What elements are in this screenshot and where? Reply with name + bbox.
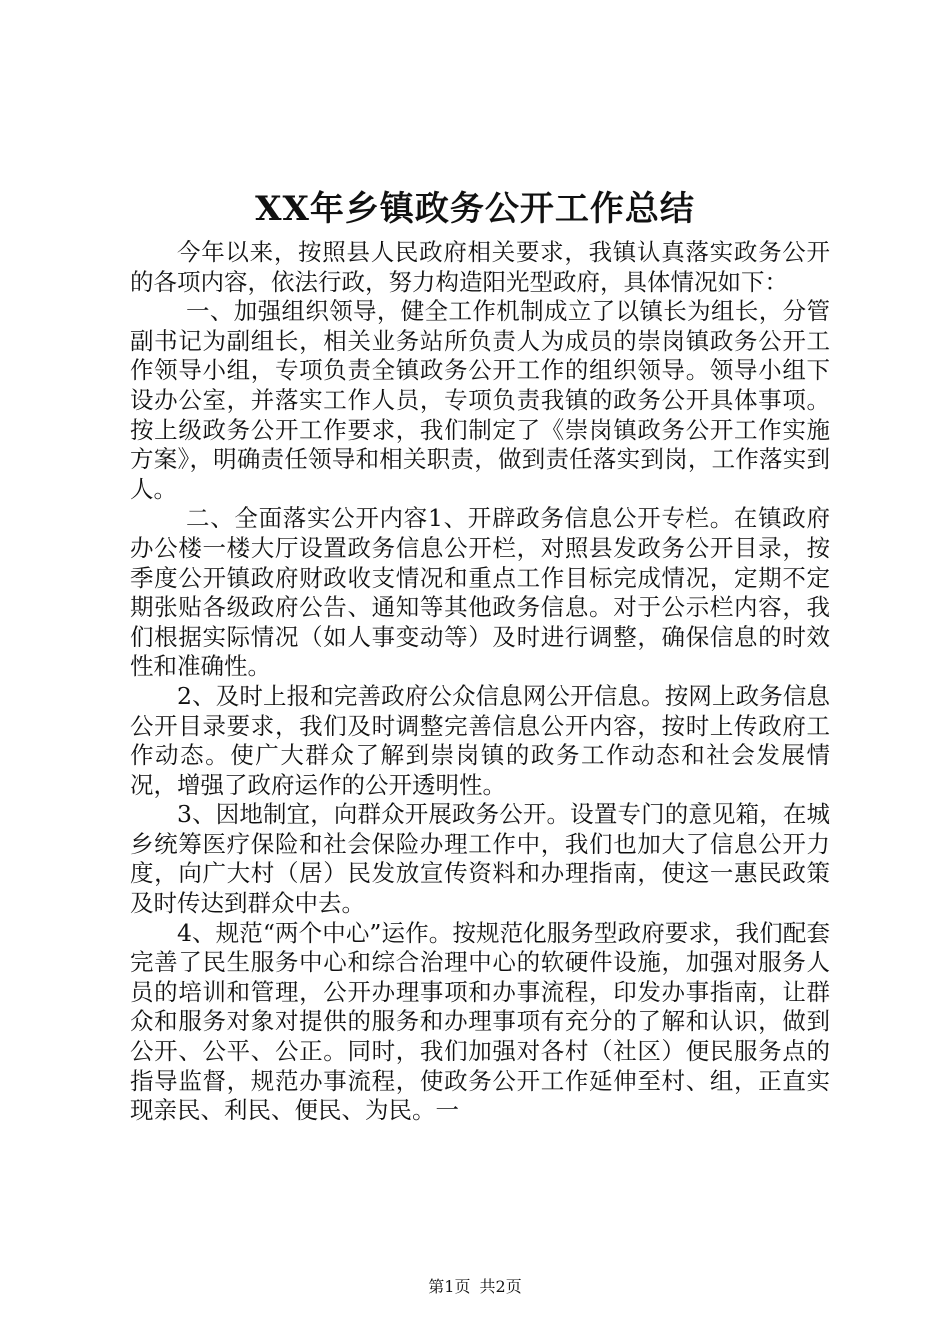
paragraph-item-2: 2、及时上报和完善政府公众信息网公开信息。按网上政务信息公开目录要求，我们及时调整完善信息公开内容，按时上传政府工作动态。使广大群众了解到崇岗镇的政务工作动态和社会发展情况，增强了政府运作的公开透明性。 — [130, 681, 830, 799]
document-body — [130, 238, 830, 1126]
paragraph-item-4: 4、规范“两个中心”运作。按规范化服务型政府要求，我们配套完善了民生服务中心和综合治理中心的软硬件设施，加强对服务人员的培训和管理，公开办理事项和办事流程，印发办事指南，让群众和服务对象对提供的服务和办理事项有充分的了解和认识，做到公开、公平、公正。同时，我们加强对各村（社区）便民服务点的指导监督，规范办事流程，使政务公开工作延伸至村、组，正直实现亲民、利民、便民、为民。一 — [130, 918, 830, 1125]
paragraph-section-1: 一、加强组织领导，健全工作机制成立了以镇长为组长，分管副书记为副组长，相关业务站所负责人为成员的崇岗镇政务公开工作领导小组，专项负责全镇政务公开工作的组织领导。领导小组下设办公室，并落实工作人员，专项负责我镇的政务公开具体事项。按上级政务公开工作要求，我们制定了《崇岗镇政务公开工作实施方案》，明确责任领导和相关职责，做到责任落实到岗，工作落实到人。 — [130, 297, 830, 503]
paragraph-intro: 今年以来，按照县人民政府相关要求，我镇认真落实政务公开的各项内容，依法行政，努力构造阳光型政府，具体情况如下： — [130, 238, 830, 296]
page-number-current: 第1页 — [428, 1277, 471, 1296]
paragraph-section-2: 二、全面落实公开内容1、开辟政务信息公开专栏。在镇政府办公楼一楼大厅设置政务信息公开栏，对照县发政务公开目录，按季度公开镇政府财政收支情况和重点工作目标完成情况，定期不定期张贴各级政府公告、通知等其他政务信息。对于公示栏内容，我们根据实际情况（如人事变动等）及时进行调整，确保信息的时效性和准确性。 — [130, 504, 830, 681]
page-number-total: 共2页 — [479, 1277, 522, 1296]
page-footer — [0, 1276, 950, 1298]
paragraph-item-3: 3、因地制宜，向群众开展政务公开。设置专门的意见箱，在城乡统筹医疗保险和社会保险办理工作中，我们也加大了信息公开力度，向广大村（居）民发放宣传资料和办理指南，使这一惠民政策及时传达到群众中去。 — [130, 800, 830, 918]
document-title: XX年乡镇政务公开工作总结 — [255, 189, 695, 229]
